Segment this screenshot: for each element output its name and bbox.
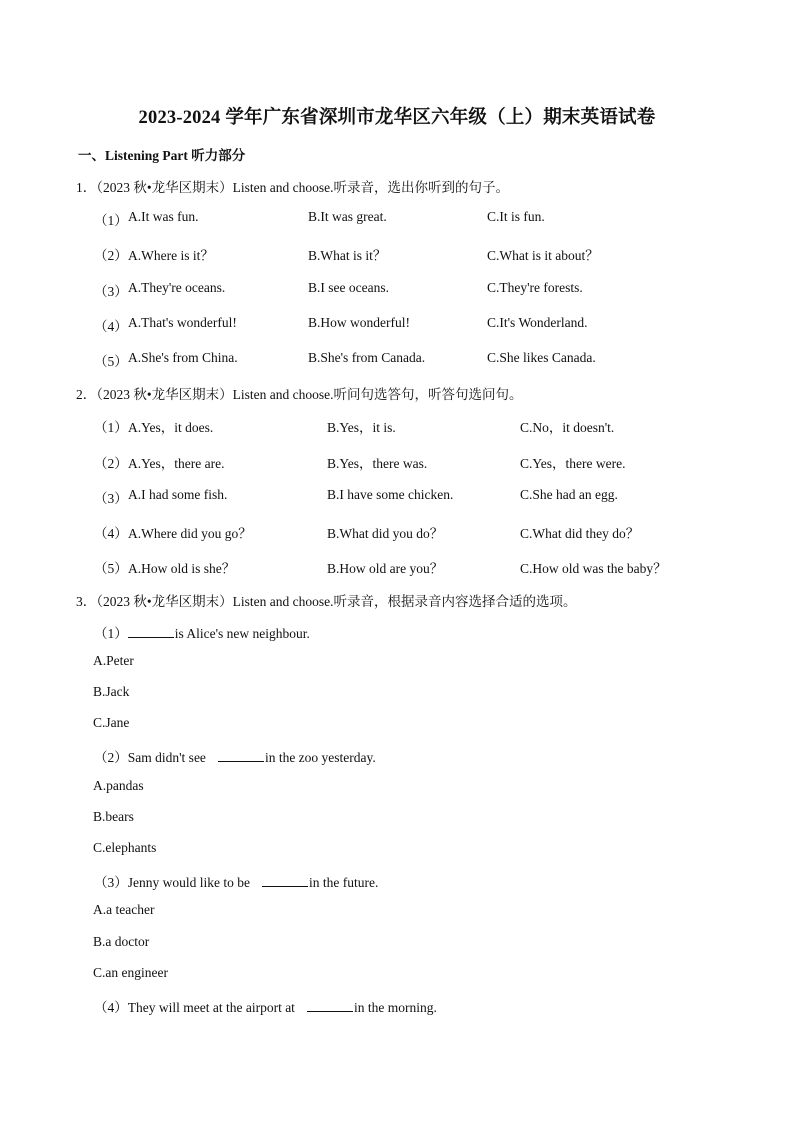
option-b: B.How old are you？ [327,561,444,576]
question-2-stem: 2．（2023 秋•龙华区期末）Listen and choose.听问句选答句，听答句选问句。 [76,387,523,402]
option-b: B.bears [93,809,134,824]
option-c: C.No，it doesn't. [520,420,615,435]
option-c: C.Yes，there were. [520,456,626,471]
option-b: B.I have some chicken. [327,487,454,502]
option-b: B.I see oceans. [308,280,389,295]
option-a: A.She's from China. [128,350,238,365]
option-a: A.Yes，it does. [128,420,214,435]
option-a: A.They're oceans. [128,280,226,295]
option-a: A.Where is it？ [128,248,214,263]
sentence-end: is Alice's new neighbour. [174,626,310,641]
option-b: B.She's from Canada. [308,350,426,365]
option-b: B.What did you do？ [327,526,444,541]
item-number: （2） [94,750,128,765]
option-a: A.That's wonderful! [128,315,237,330]
fill-in-sentence [94,871,378,891]
item-number: （1） [94,420,128,435]
fill-in-sentence [94,622,310,642]
option-a: A.I had some fish. [128,487,228,502]
answer-blank [307,999,353,1012]
section-heading: 一、Listening Part 听力部分 [78,148,246,163]
option-b: B.How wonderful! [308,315,410,330]
option-c: C.It's Wonderland. [487,315,588,330]
item-number: （2） [94,248,128,263]
option-a: A.How old is she？ [128,561,236,576]
option-c: C.She had an egg. [520,487,618,502]
option-a: A.pandas [93,778,144,793]
option-b: B.Yes，there was. [327,456,428,471]
page-title: 2023-2024 学年广东省深圳市龙华区六年级（上）期末英语试卷 [138,108,656,128]
item-number: （4） [94,319,128,334]
option-a: A.Yes，there are. [128,456,225,471]
question-3-stem: 3．（2023 秋•龙华区期末）Listen and choose.听录音，根据录音内容选择合适的选项。 [76,594,577,609]
item-number: （1） [94,213,128,228]
option-c: C.It is fun. [487,209,545,224]
fill-in-sentence [94,996,437,1016]
option-c: C.Jane [93,715,130,730]
option-a: A.Peter [93,653,134,668]
item-number: （4） [94,526,128,541]
option-b: B.Jack [93,684,130,699]
item-number: （4） [94,1000,128,1015]
item-number: （5） [94,354,128,369]
option-b: B.It was great. [308,209,387,224]
item-number: （5） [94,561,128,576]
question-1-stem: 1．（2023 秋•龙华区期末）Listen and choose.听录音，选出你听到的句子。 [76,180,509,195]
option-c: C.She likes Canada. [487,350,596,365]
item-number: （2） [94,456,128,471]
option-a: A.Where did you go？ [128,526,252,541]
sentence-start: Sam didn't see [127,750,206,765]
option-c: C.an engineer [93,965,168,980]
item-number: （3） [94,491,128,506]
sentence-start: They will meet at the airport at [127,1000,295,1015]
sentence-start: Jenny would like to be [127,875,250,890]
option-b: B.a doctor [93,934,150,949]
option-b: B.Yes，it is. [327,420,396,435]
option-a: A.It was fun. [128,209,199,224]
option-c: C.What did they do？ [520,526,640,541]
sentence-end: in the zoo yesterday. [264,750,376,765]
answer-blank [128,625,174,638]
option-a: A.a teacher [93,902,155,917]
option-c: C.What is it about？ [487,248,599,263]
item-number: （3） [94,284,128,299]
sentence-end: in the morning. [353,1000,437,1015]
option-c: C.They're forests. [487,280,583,295]
answer-blank [262,874,308,887]
fill-in-sentence [94,746,376,766]
sentence-end: in the future. [308,875,379,890]
option-b: B.What is it？ [308,248,387,263]
answer-blank [218,749,264,762]
option-c: C.elephants [93,840,157,855]
item-number: （1） [94,626,128,641]
item-number: （3） [94,875,128,890]
option-c: C.How old was the baby？ [520,561,667,576]
